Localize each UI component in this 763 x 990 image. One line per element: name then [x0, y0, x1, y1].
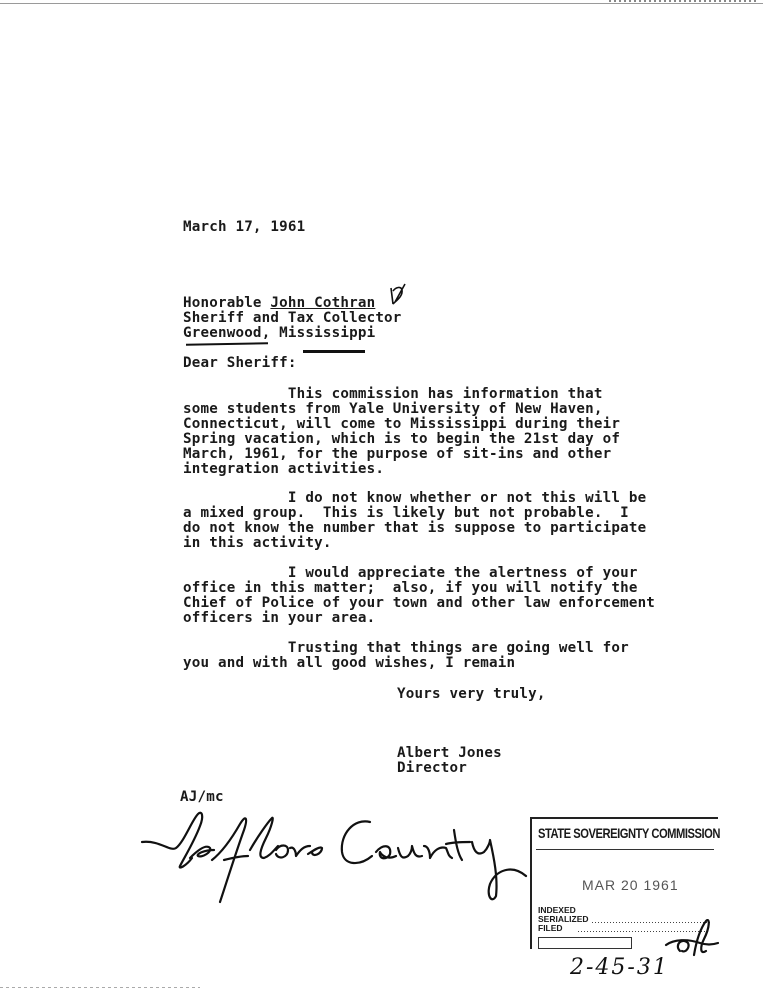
- closing: Yours very truly,: [397, 686, 546, 702]
- stamp-box: [538, 937, 632, 949]
- handwritten-initials-mark: [660, 915, 720, 960]
- file-number-handwritten: 2-45-31: [570, 955, 669, 980]
- stamp-field-indexed: INDEXED: [538, 905, 576, 915]
- recipient-city: Greenwood: [183, 325, 262, 341]
- ink-underline-city: [186, 342, 268, 345]
- greeting: Dear Sheriff:: [183, 355, 297, 371]
- recipient-title: Sheriff and Tax Collector: [183, 310, 402, 326]
- paragraph-2: I do not know whether or not this will be a mixed group. This is likely but not probable. I do not know the number that is suppose to participate in this activity.: [183, 490, 647, 551]
- signer-title: Director: [397, 760, 467, 776]
- scan-edge-top: [0, 3, 763, 4]
- signer-name: Albert Jones: [397, 745, 502, 761]
- scan-edge-bottom: [0, 987, 200, 988]
- paragraph-4: Trusting that things are going well for you and with all good wishes, I remain: [183, 640, 629, 671]
- recipient-prefix: Honorable: [183, 295, 271, 311]
- scan-edge-dots: [609, 0, 759, 2]
- paragraph-1: This commission has information that some students from Yale University of New Haven, Connecticut, will come to Mississippi during their Spring vacation, which is to begin the 21st day of March, 1961, for the purpose of sit-ins and other integration activities.: [183, 386, 621, 477]
- stamp-field-serialized: SERIALIZED: [538, 914, 589, 924]
- stamp-rule: [536, 849, 714, 850]
- stamp-title: STATE SOVEREIGNTY COMMISSION: [538, 825, 720, 841]
- recipient-name: John Cothran: [270, 295, 376, 311]
- recipient-state: , Mississippi: [261, 325, 376, 341]
- recipient-address: [183, 296, 402, 341]
- handwritten-county-script: [140, 800, 540, 910]
- letter-date: March 17, 1961: [183, 219, 306, 235]
- stamp-field-filed: FILED: [538, 923, 563, 933]
- stamp-date: MAR 20 1961: [582, 877, 679, 893]
- paragraph-3: I would appreciate the alertness of your office in this matter; also, if you will notify the Chief of Police of your town and other law enforcement officers in your area.: [183, 565, 656, 626]
- typist-initials: AJ/mc: [180, 789, 224, 805]
- ink-underline-state: [303, 350, 365, 353]
- checkmark-icon: [387, 282, 409, 308]
